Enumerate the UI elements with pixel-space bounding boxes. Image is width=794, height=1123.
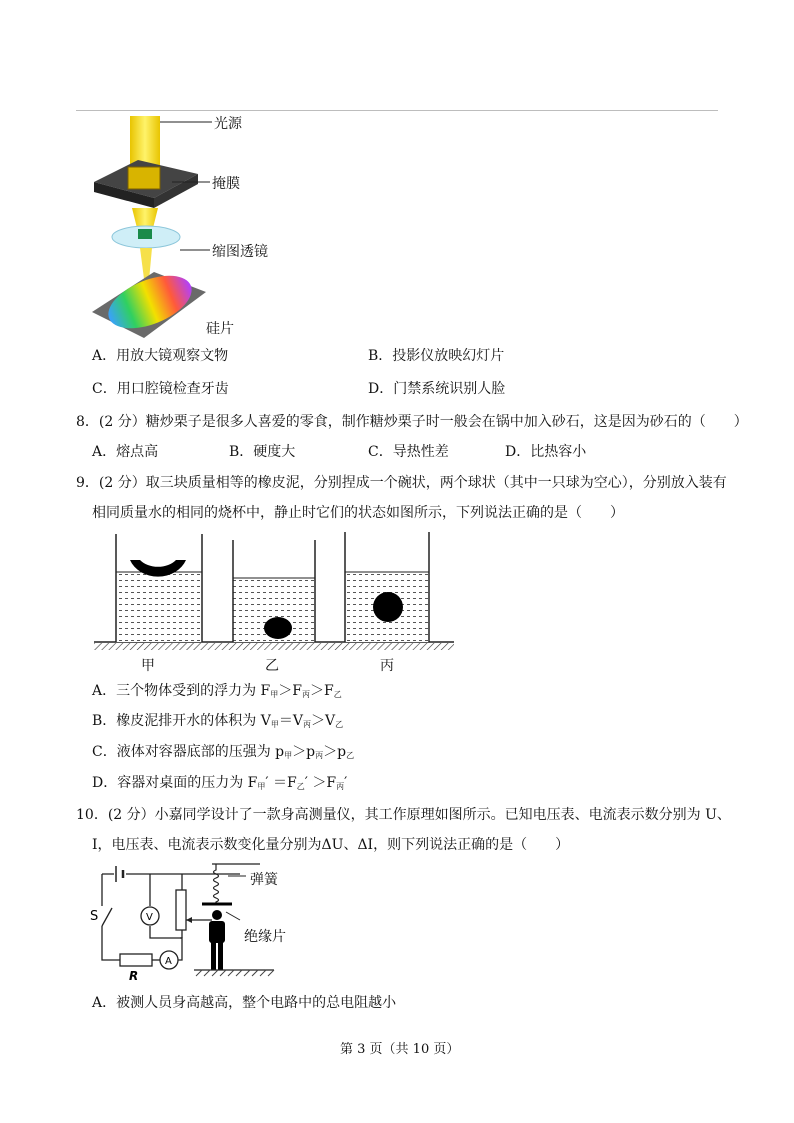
q7-option-c: C．用口腔镜检查牙齿 — [92, 381, 229, 397]
switch-blade — [102, 908, 112, 926]
slider-arrow — [186, 917, 192, 923]
table-hatch — [94, 643, 454, 650]
q8-option-a: A．熔点高 — [92, 444, 159, 460]
circuit-diagram — [90, 862, 330, 982]
beaker-label-yi: 乙 — [265, 658, 279, 674]
q9-option-d: D．容器对桌面的压力为 $F_甲' =F_乙' >F_丙'$ — [92, 775, 348, 791]
beaker-yi — [233, 540, 315, 642]
solid-ball — [264, 617, 292, 639]
label-reduction-lens: 缩图透镜 — [212, 244, 268, 260]
q7-option-d: D．门禁系统识别人脸 — [368, 381, 506, 397]
label-wafer: 硅片 — [206, 321, 234, 337]
q9-stem-line2: 相同质量水的相同的烧杯中，静止时它们的状态如图所示，下列说法正确的是（ ） — [92, 505, 624, 521]
beaker-bing — [345, 532, 429, 642]
beaker-jia — [116, 534, 202, 642]
q10-option-a: A．被测人员身高越高，整个电路中的总电阻越小 — [92, 995, 397, 1011]
q7-option-a: A．用放大镜观察文物 — [92, 348, 229, 364]
rheostat — [176, 890, 186, 930]
lithography-diagram — [88, 112, 288, 342]
light-beam-top — [130, 116, 160, 166]
mask-pattern — [128, 167, 160, 189]
lithography-figure — [88, 112, 288, 342]
hollow-ball — [373, 592, 403, 622]
resistor-label: R — [129, 969, 139, 982]
label-insulator: 绝缘片 — [244, 929, 286, 945]
switch-label: S — [90, 909, 99, 924]
page-footer: 第 3 页（共 10 页） — [340, 1042, 460, 1057]
label-light-source: 光源 — [214, 116, 242, 132]
label-spring: 弹簧 — [250, 872, 278, 888]
q9-option-c: C．液体对容器底部的压强为 $p_甲>p_丙>p_乙$ — [92, 744, 355, 760]
beaker-label-bing: 丙 — [380, 658, 394, 674]
header-rule — [76, 110, 718, 111]
q8-option-d: D．比热容小 — [505, 444, 587, 460]
person-figure — [209, 910, 225, 970]
label-mask: 掩膜 — [212, 176, 240, 192]
q8-option-b: B．硬度大 — [229, 444, 296, 460]
q10-stem-line1: 10．(2 分）小嘉同学设计了一款身高测量仪，其工作原理如图所示。已知电压表、电流表示数分别为 U、 — [76, 807, 731, 823]
q8-option-c: C．导热性差 — [368, 444, 449, 460]
q7-option-b: B．投影仪放映幻灯片 — [368, 348, 505, 364]
spring — [214, 864, 219, 904]
circuit-figure — [90, 862, 330, 982]
ammeter-label: A — [165, 956, 172, 967]
q9-option-b: B．橡皮泥排开水的体积为 $V_甲=V_丙>V_乙$ — [92, 713, 344, 729]
q9-stem-line1: 9．(2 分）取三块质量相等的橡皮泥，分别捏成一个碗状，两个球状（其中一只球为空心），分别放入装有 — [76, 475, 727, 491]
resistor — [120, 954, 152, 966]
q8-stem: 8．(2 分）糖炒栗子是很多人喜爱的零食，制作糖炒栗子时一般会在锅中加入砂石，这是因为砂石的（ ） — [76, 414, 748, 430]
q9-option-a: A．三个物体受到的浮力为 $F_甲>F_丙>F_乙$ — [92, 683, 342, 699]
voltmeter-label: V — [146, 912, 153, 923]
q10-stem-line2: I，电压表、电流表示数变化量分别为ΔU、ΔI，则下列说法正确的是（ ） — [92, 837, 570, 853]
beaker-label-jia: 甲 — [141, 658, 155, 674]
